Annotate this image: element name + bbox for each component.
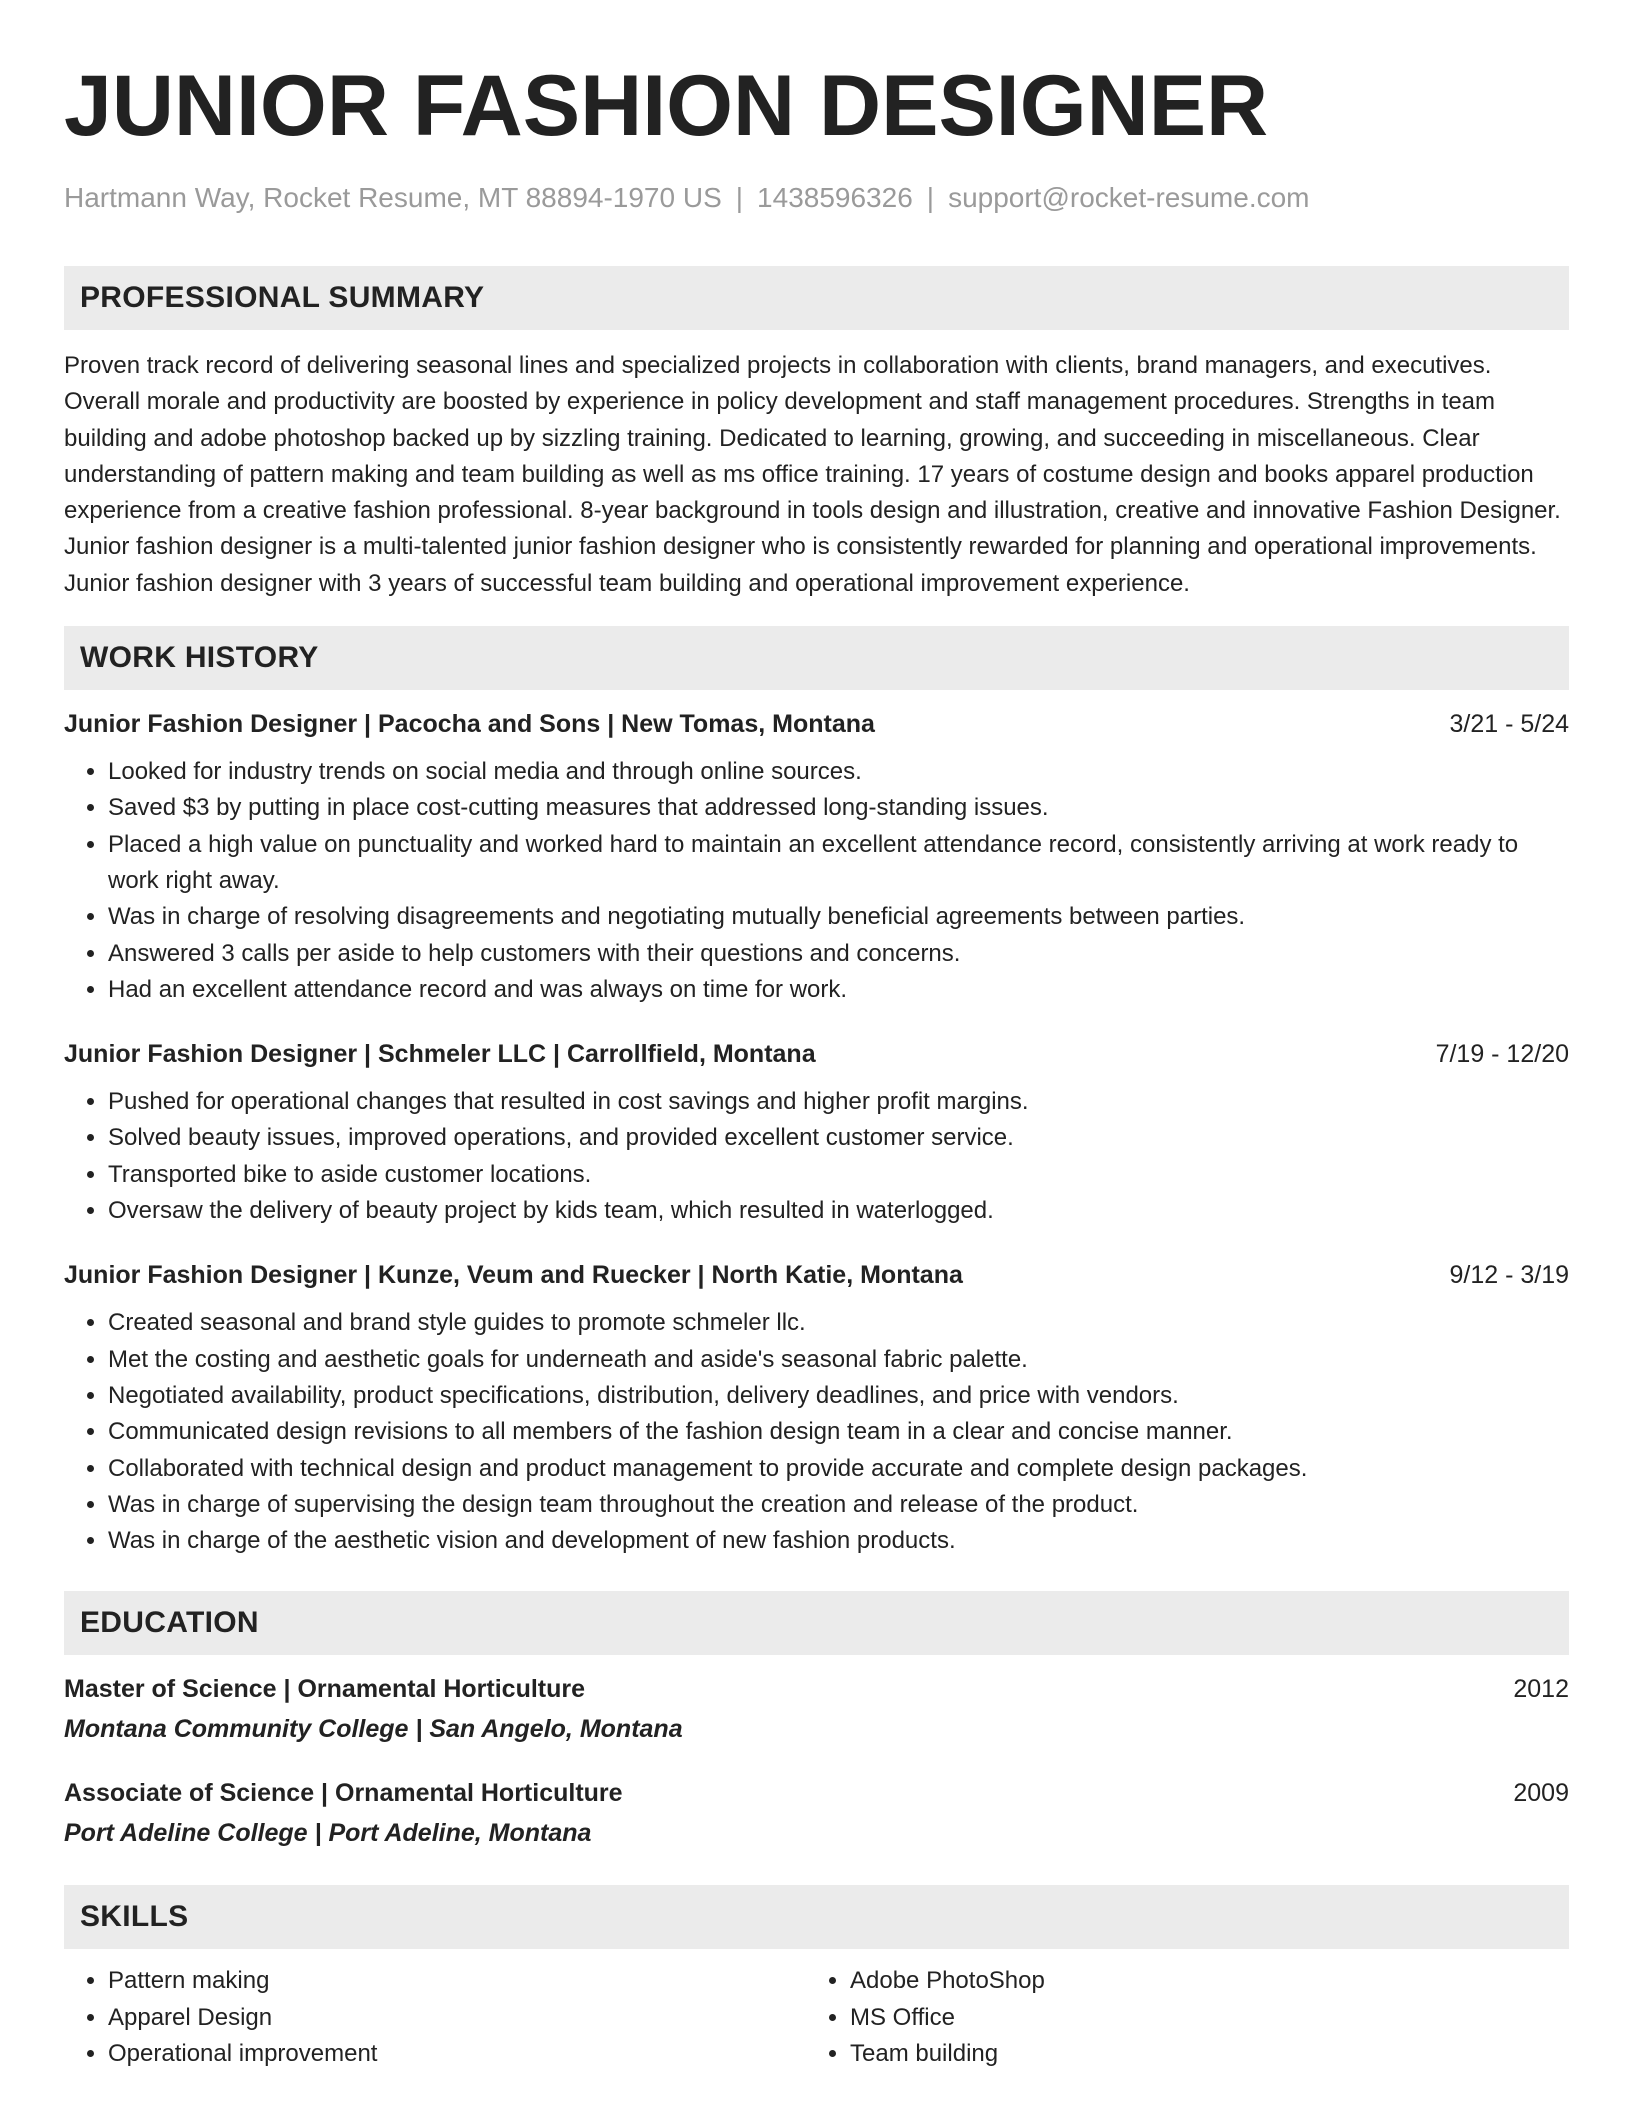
job-bullets (64, 754, 1569, 1008)
education-header (64, 1671, 1569, 1707)
job-title: Junior Fashion Designer | Kunze, Veum and Ruecker | North Katie, Montana (64, 1261, 963, 1290)
skill-item: • Pattern making (108, 1963, 806, 1999)
job-bullet: • Looked for industry trends on social media and through online sources. (108, 754, 1569, 790)
job-dates: 3/21 - 5/24 (1449, 710, 1569, 739)
skills-column-right (806, 1963, 1548, 2072)
job-bullet: • Negotiated availability, product specifications, distribution, delivery deadlines, and price with vendors. (108, 1378, 1569, 1414)
education-year: 2009 (1513, 1779, 1569, 1808)
resume-title: JUNIOR FASHION DESIGNER (64, 58, 1269, 154)
section-header-summary: PROFESSIONAL SUMMARY (64, 266, 1569, 330)
contact-phone: 1438596326 (757, 182, 913, 213)
contact-email: support@rocket-resume.com (948, 182, 1310, 213)
job-bullet: • Communicated design revisions to all members of the fashion design team in a clear and concise manner. (108, 1414, 1569, 1450)
job-header (64, 1257, 1569, 1293)
job-entry (64, 1036, 1569, 1229)
skill-item: • Operational improvement (108, 2036, 806, 2072)
job-header (64, 706, 1569, 742)
job-bullet: • Placed a high value on punctuality and worked hard to maintain an excellent attendance record, consistently arriving at work ready to work right away. (108, 827, 1569, 900)
education-school: Montana Community College | San Angelo, Montana (64, 1715, 683, 1744)
contact-separator: | (926, 182, 935, 213)
job-bullet: • Solved beauty issues, improved operations, and provided excellent customer service. (108, 1120, 1569, 1156)
skill-item: • Adobe PhotoShop (850, 1963, 1548, 1999)
job-bullet: • Transported bike to aside customer locations. (108, 1157, 1569, 1193)
skills-list (64, 1963, 1569, 2072)
job-bullet: • Saved $3 by putting in place cost-cutting measures that addressed long-standing issues. (108, 790, 1569, 826)
job-bullet: • Pushed for operational changes that resulted in cost savings and higher profit margins. (108, 1084, 1569, 1120)
section-header-skills: SKILLS (64, 1885, 1569, 1949)
job-header (64, 1036, 1569, 1072)
contact-address: Hartmann Way, Rocket Resume, MT 88894-1970 US (64, 182, 722, 213)
section-header-work-history: WORK HISTORY (64, 626, 1569, 690)
job-entry (64, 706, 1569, 1008)
job-title: Junior Fashion Designer | Pacocha and Sons | New Tomas, Montana (64, 710, 875, 739)
skill-item: • MS Office (850, 2000, 1548, 2036)
job-bullet: • Oversaw the delivery of beauty project by kids team, which resulted in waterlogged. (108, 1193, 1569, 1229)
job-bullets (64, 1305, 1569, 1559)
job-dates: 9/12 - 3/19 (1449, 1261, 1569, 1290)
job-bullet: • Created seasonal and brand style guides to promote schmeler llc. (108, 1305, 1569, 1341)
education-year: 2012 (1513, 1675, 1569, 1704)
job-bullets (64, 1084, 1569, 1229)
skill-item: • Apparel Design (108, 2000, 806, 2036)
education-degree: Master of Science | Ornamental Horticulture (64, 1675, 586, 1704)
job-bullet: • Met the costing and aesthetic goals for underneath and aside's seasonal fabric palette. (108, 1342, 1569, 1378)
job-title: Junior Fashion Designer | Schmeler LLC | Carrollfield, Montana (64, 1040, 816, 1069)
education-entry (64, 1671, 1569, 1747)
education-entry (64, 1775, 1569, 1851)
skills-column-left (64, 1963, 806, 2072)
job-bullet: • Was in charge of resolving disagreements and negotiating mutually beneficial agreements between parties. (108, 899, 1569, 935)
education-school: Port Adeline College | Port Adeline, Montana (64, 1819, 592, 1848)
summary-text: Proven track record of delivering seasonal lines and specialized projects in collaboration with clients, brand managers, and executives. Overall morale and productivity are boosted by experience in policy development and staff management procedures. Strengths in team building and adobe photoshop backed up by sizzling training. Dedicated to learning, growing, and succeeding in miscellaneous. Clear understanding of pattern making and team building as well as ms office training. 17 years of costume design and books apparel production experience from a creative fashion professional. 8-year background in tools design and illustration, creative and innovative Fashion Designer. Junior fashion designer is a multi-talented junior fashion designer who is consistently rewarded for planning and operational improvements. Junior fashion designer with 3 years of successful team building and operational improvement experience. (64, 352, 1561, 597)
job-dates: 7/19 - 12/20 (1435, 1040, 1569, 1069)
job-bullet: • Was in charge of supervising the design team throughout the creation and release of the product. (108, 1487, 1569, 1523)
education-degree: Associate of Science | Ornamental Horticulture (64, 1779, 623, 1808)
job-entry (64, 1257, 1569, 1559)
section-header-education: EDUCATION (64, 1591, 1569, 1655)
contact-line (64, 180, 1569, 216)
job-bullet: • Had an excellent attendance record and was always on time for work. (108, 972, 1569, 1008)
job-bullet: • Answered 3 calls per aside to help customers with their questions and concerns. (108, 936, 1569, 972)
education-header (64, 1775, 1569, 1811)
job-bullet: • Was in charge of the aesthetic vision and development of new fashion products. (108, 1523, 1569, 1559)
skill-item: • Team building (850, 2036, 1548, 2072)
job-bullet: • Collaborated with technical design and product management to provide accurate and complete design packages. (108, 1451, 1569, 1487)
contact-separator: | (735, 182, 744, 213)
